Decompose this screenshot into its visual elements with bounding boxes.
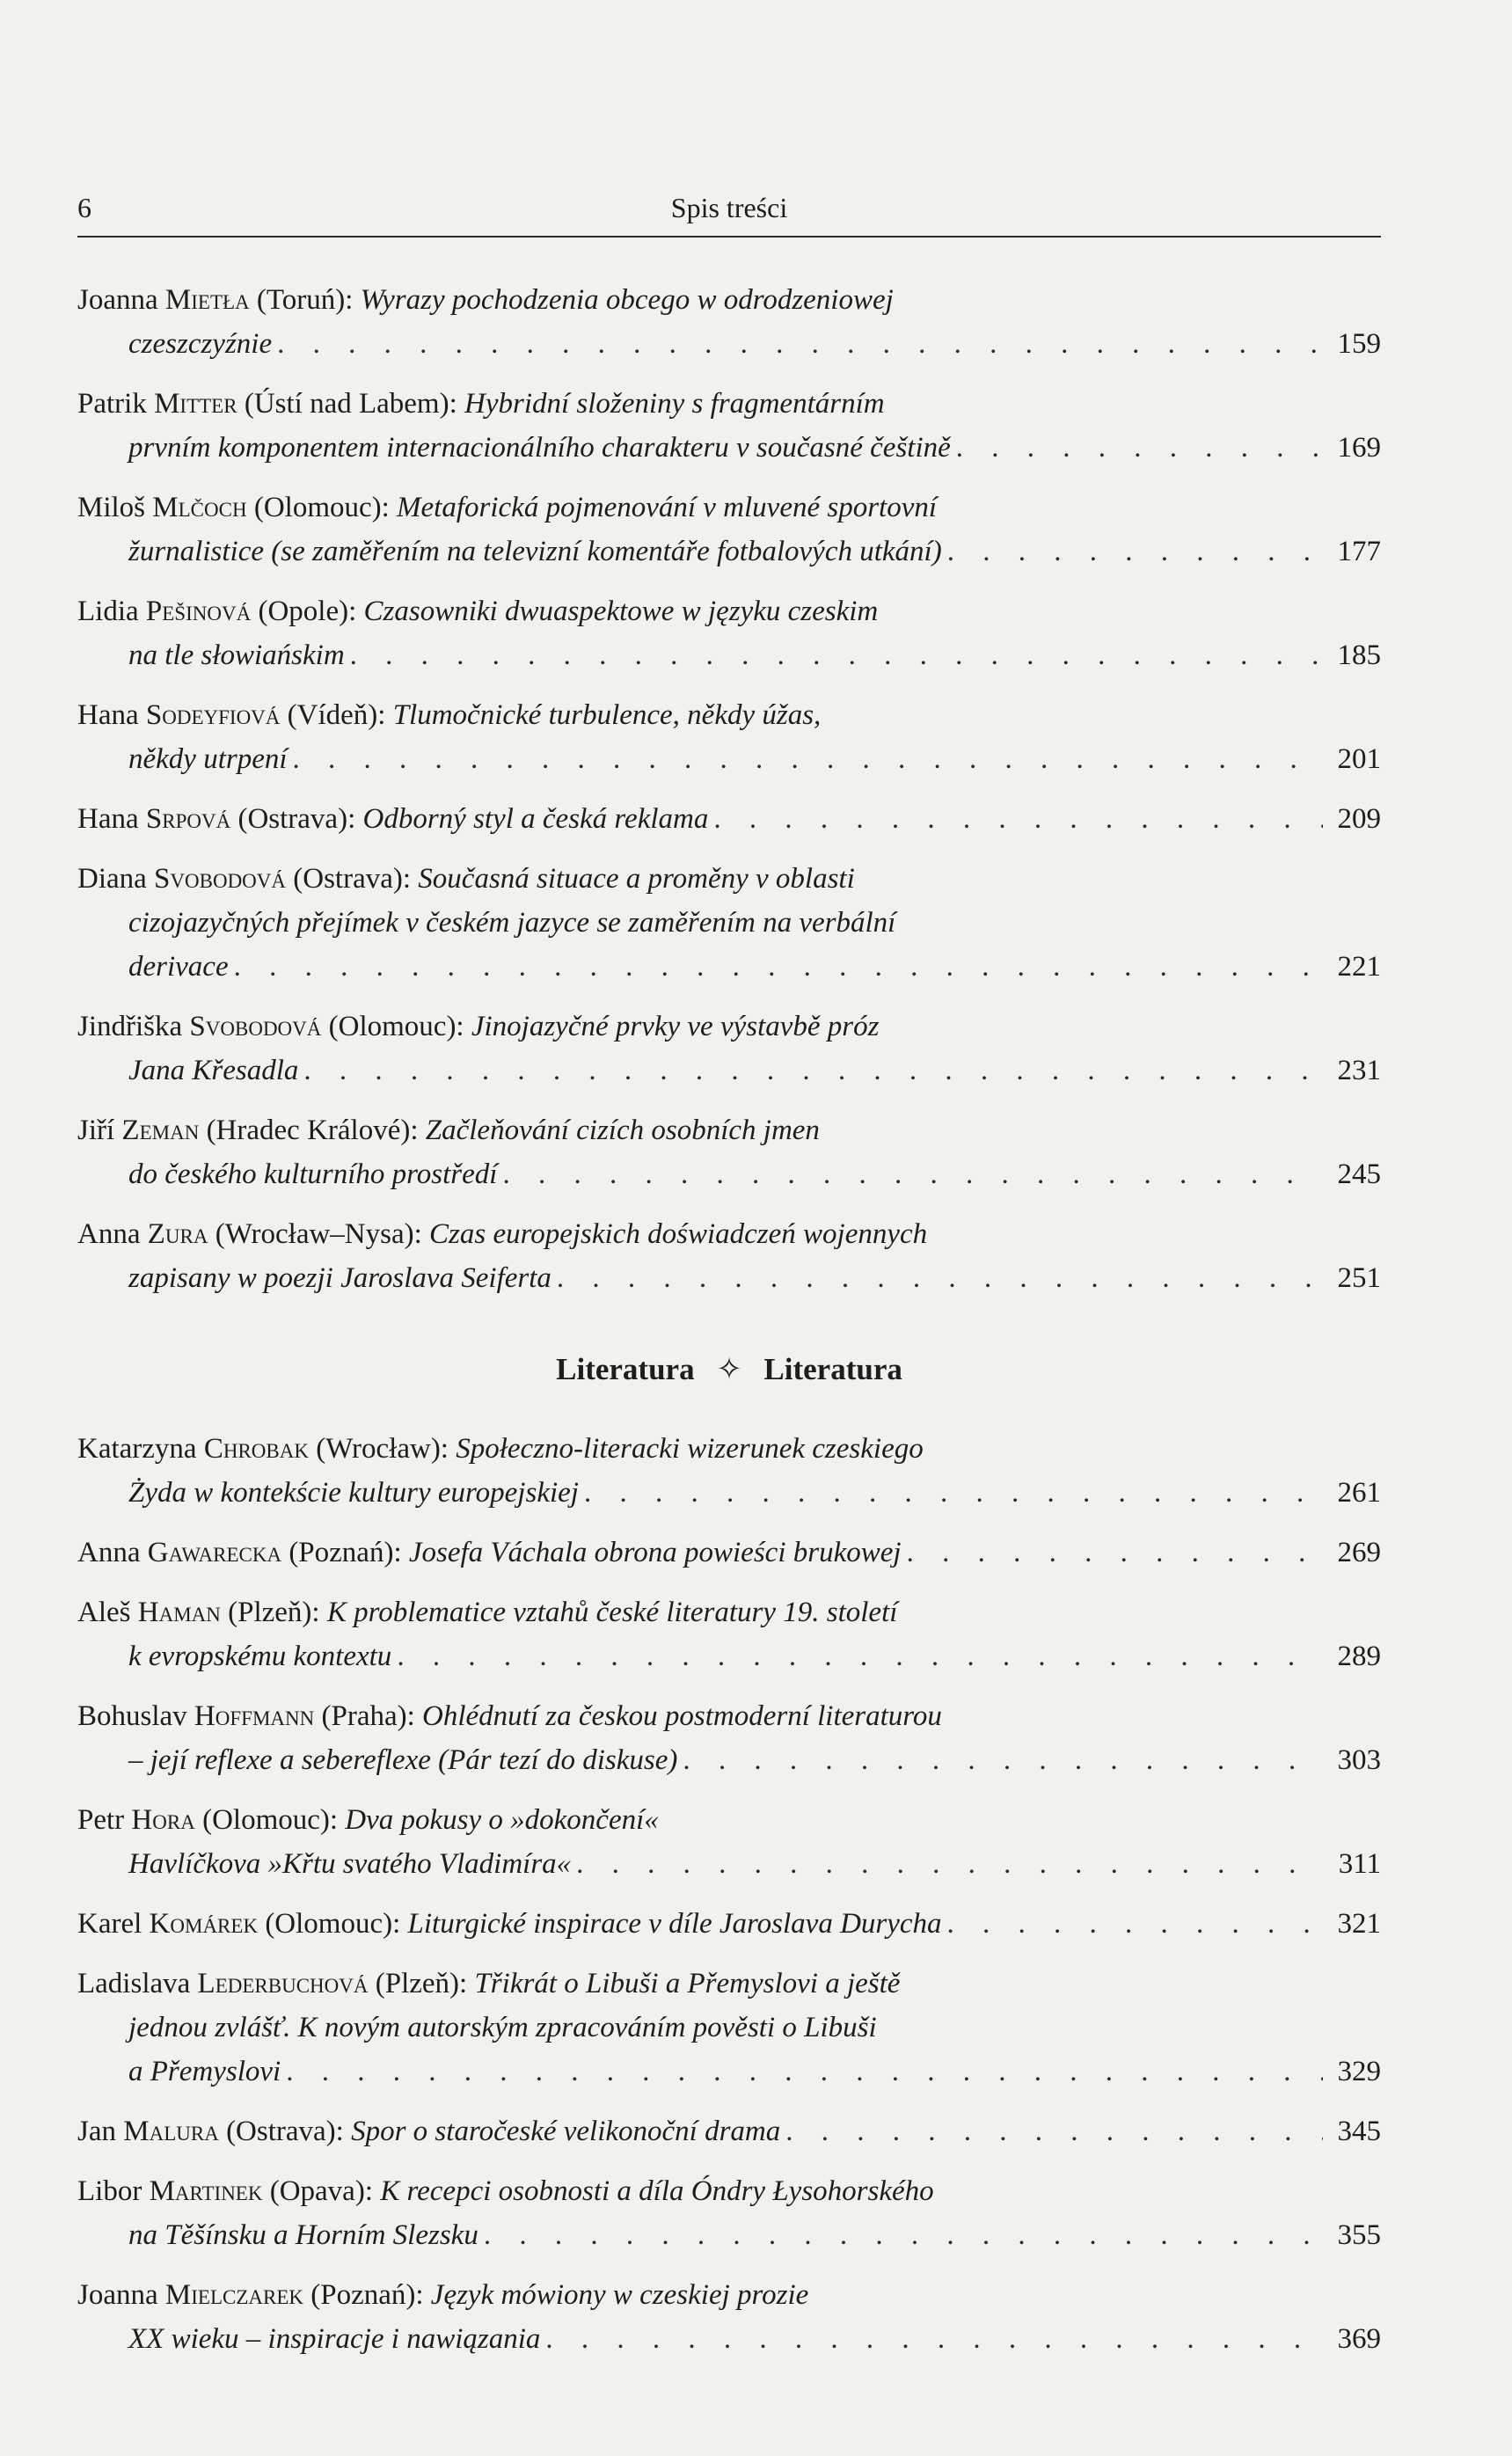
dot-leader [785, 2109, 1323, 2153]
toc-entry-line [77, 589, 1381, 633]
dot-leader [484, 2213, 1323, 2257]
dot-leader [584, 1471, 1323, 1515]
toc-entry-text [128, 945, 229, 989]
article-title: Czas europejskich doświadczeń wojennych [429, 1218, 928, 1250]
page-reference: 231 [1337, 1055, 1381, 1086]
article-title: prvním komponentem internacionálního charakteru v současné češtině [128, 432, 951, 464]
page-reference: 261 [1337, 1477, 1381, 1509]
author-place: (Poznań): [281, 1537, 409, 1568]
author-place: (Opava): [262, 2175, 381, 2207]
page-reference: 159 [1337, 328, 1381, 360]
toc-entry-line [77, 2317, 1381, 2361]
toc-entry-line [77, 2169, 1381, 2213]
toc-entry-line [77, 633, 1381, 677]
toc-entry-text [77, 1597, 897, 1628]
article-title: do českého kulturního prostředí [128, 1159, 498, 1190]
article-title: – její reflexe a sebereflexe (Pár tezí do diskuse) [128, 1744, 678, 1776]
article-title: Současná situace a proměny v oblasti [418, 863, 855, 895]
article-title: a Přemyslovi [128, 2056, 281, 2087]
toc-entry [77, 1962, 1381, 2094]
toc-entry-line [77, 797, 1381, 841]
toc-entry-line [77, 901, 1381, 945]
page-reference: 369 [1337, 2323, 1381, 2355]
article-title: na tle słowiańskim [128, 640, 345, 671]
page-reference: 269 [1337, 1537, 1381, 1568]
article-title: Wyrazy pochodzenia obcego w odrodzeniowej [360, 284, 894, 316]
toc-entry-text [77, 388, 885, 420]
toc-entry [77, 1108, 1381, 1196]
toc-entry-line [77, 1842, 1381, 1886]
article-title: Hybridní složeniny s fragmentárním [464, 388, 885, 420]
dot-leader [293, 737, 1323, 781]
toc-entry-line [77, 2050, 1381, 2094]
toc-entry [77, 486, 1381, 574]
article-title: Jana Křesadla [128, 1055, 299, 1086]
toc-entry-text [77, 1902, 942, 1946]
article-title: Metaforická pojmenování v mluvené sportovní [397, 492, 938, 523]
dot-leader [545, 2317, 1323, 2361]
toc-entry-line [77, 278, 1381, 322]
toc-entry-text [77, 1700, 942, 1732]
toc-entry [77, 2109, 1381, 2153]
toc-entry-line [77, 426, 1381, 470]
toc-entry-line [77, 945, 1381, 989]
page-reference: 169 [1337, 432, 1381, 464]
toc-entry [77, 1694, 1381, 1782]
toc-entry-text [77, 1433, 924, 1465]
author-place: (Ústí nad Labem): [237, 388, 465, 420]
page-reference: 329 [1337, 2056, 1381, 2087]
author-surname: Zura [147, 1218, 208, 1250]
article-title: K recepci osobnosti a díla Óndry Łysohorského [380, 2175, 934, 2207]
toc-entry-line [77, 1694, 1381, 1738]
author-first-name: Anna [77, 1537, 148, 1568]
article-title: Liturgické inspirace v díle Jaroslava Durycha [407, 1908, 942, 1940]
author-place: (Olomouc): [258, 1908, 408, 1940]
page-reference: 251 [1337, 1262, 1381, 1294]
article-title: Začleňování cizích osobních jmen [425, 1115, 820, 1146]
toc-entry-text [77, 1804, 659, 1836]
author-surname: Hora [131, 1804, 195, 1836]
dot-leader [502, 1152, 1323, 1196]
article-title: k evropskému kontextu [128, 1641, 392, 1672]
author-first-name: Karel [77, 1908, 150, 1940]
page-reference: 345 [1337, 2116, 1381, 2147]
author-first-name: Lidia [77, 596, 146, 627]
article-title: cizojazyčných přejímek v českém jazyce se zaměřením na verbální [128, 907, 896, 939]
section-heading-left: Literatura [556, 1352, 695, 1386]
author-place: (Wrocław–Nysa): [208, 1218, 430, 1250]
author-surname: Sodeyfiová [145, 699, 281, 731]
author-place: (Praha): [314, 1700, 423, 1732]
toc-entry [77, 1590, 1381, 1678]
toc-entry [77, 1902, 1381, 1946]
author-surname: Pešinová [145, 596, 252, 627]
author-first-name: Bohuslav [77, 1700, 194, 1732]
page-reference: 201 [1337, 743, 1381, 775]
author-first-name: Aleš [77, 1597, 138, 1628]
toc-entry-text [77, 1531, 902, 1575]
toc-entry-line [77, 1212, 1381, 1256]
toc-entry-text [77, 492, 937, 523]
toc-entry-line [77, 1005, 1381, 1049]
toc-entry-line [77, 1049, 1381, 1093]
article-title: Dva pokusy o »dokončení« [345, 1804, 659, 1836]
author-surname: Svobodová [154, 863, 287, 895]
author-first-name: Joanna [77, 2279, 165, 2311]
author-first-name: Hana [77, 699, 146, 731]
article-title: derivace [128, 951, 229, 983]
author-place: (Ostrava): [286, 863, 419, 895]
toc-entry-text [77, 2109, 780, 2153]
dot-leader [350, 633, 1323, 677]
author-place: (Plzeň): [368, 1968, 475, 1999]
toc-entry-text [128, 1256, 551, 1300]
article-title: Język mówiony w czeskiej prozie [430, 2279, 809, 2311]
author-surname: Gawarecka [147, 1537, 282, 1568]
toc-entry [77, 1427, 1381, 1515]
toc-entry-text [128, 1049, 298, 1093]
author-surname: Komárek [149, 1908, 259, 1940]
toc-entry-text [128, 2213, 478, 2257]
page-reference: 185 [1337, 640, 1381, 671]
toc-entry-line [77, 1152, 1381, 1196]
article-title: žurnalistice (se zaměřením na televizní komentáře fotbalových utkání) [128, 536, 942, 567]
author-place: (Opole): [251, 596, 364, 627]
article-title: czeszczyźnie [128, 328, 273, 360]
author-surname: Mielczarek [164, 2279, 303, 2311]
toc-entry [77, 589, 1381, 677]
dot-leader [557, 1256, 1323, 1300]
toc-entry [77, 2273, 1381, 2361]
toc-entry-text [128, 2050, 281, 2094]
toc-entry-line [77, 1738, 1381, 1782]
dot-leader [683, 1738, 1323, 1782]
page-reference: 209 [1337, 803, 1381, 835]
toc-entry-text [77, 2175, 934, 2207]
page-reference: 355 [1337, 2219, 1381, 2251]
toc-entry-text [128, 1738, 677, 1782]
toc-entry-line [77, 2109, 1381, 2153]
article-title: jednou zvlášť. K novým autorským zpracováním pověsti o Libuši [128, 2012, 877, 2043]
toc-entry-text [128, 907, 895, 939]
author-place: (Vídeň): [280, 699, 393, 731]
toc-entry-text [128, 1842, 571, 1886]
article-title: na Těšínsku a Horním Slezsku [128, 2219, 478, 2251]
toc-entry-text [128, 2317, 540, 2361]
page-reference: 245 [1337, 1159, 1381, 1190]
article-title: K problematice vztahů české literatury 19. století [326, 1597, 898, 1628]
toc-entry-text [128, 530, 942, 574]
toc-group-literature [77, 1427, 1381, 2361]
toc-entry-text [128, 1152, 497, 1196]
author-place: (Ostrava): [230, 803, 363, 835]
toc-entry-line [77, 322, 1381, 366]
author-surname: Mitter [154, 388, 237, 420]
author-first-name: Miloš [77, 492, 153, 523]
toc-entry [77, 797, 1381, 841]
toc-entry-line [77, 857, 1381, 901]
toc-group-linguistics [77, 278, 1381, 1300]
toc-entry [77, 1212, 1381, 1300]
toc-entry [77, 2169, 1381, 2257]
toc-entry-text [77, 284, 894, 316]
article-title: někdy utrpení [128, 743, 288, 775]
toc-entry-text [128, 633, 345, 677]
toc-entry-text [128, 426, 951, 470]
author-place: (Olomouc): [194, 1804, 346, 1836]
author-surname: Mietła [164, 284, 250, 316]
article-title: Społeczno-literacki wizerunek czeskiego [456, 1433, 924, 1465]
author-place: (Olomouc): [246, 492, 398, 523]
toc-entry-line [77, 1590, 1381, 1634]
article-title: Třikrát o Libuši a Přemyslovi a ještě [474, 1968, 901, 1999]
author-place: (Wrocław): [308, 1433, 457, 1465]
running-title: Spis treści [670, 192, 788, 223]
page-header [77, 192, 1381, 238]
author-surname: Chrobak [203, 1433, 309, 1465]
toc-entry-line [77, 1798, 1381, 1842]
toc-entry-text [77, 1968, 900, 1999]
author-surname: Lederbuchová [197, 1968, 369, 1999]
dot-leader [277, 322, 1323, 366]
author-surname: Malura [123, 2116, 219, 2147]
author-first-name: Patrik [77, 388, 155, 420]
toc-entry [77, 1798, 1381, 1886]
toc-entry-line [77, 1108, 1381, 1152]
article-title: Tlumočnické turbulence, někdy úžas, [392, 699, 822, 731]
toc-entry-line [77, 693, 1381, 737]
toc-entry-line [77, 1962, 1381, 2006]
dot-leader [947, 530, 1323, 574]
author-surname: Zeman [121, 1115, 200, 1146]
toc-entry-text [77, 1218, 927, 1250]
toc-entry-text [77, 699, 821, 731]
toc-entry [77, 1531, 1381, 1575]
toc-entry-line [77, 1902, 1381, 1946]
section-heading-right: Literatura [763, 1352, 902, 1386]
toc-entry-line [77, 1427, 1381, 1471]
article-title: Jinojazyčné prvky ve výstavbě próz [471, 1011, 880, 1042]
toc-entry-line [77, 2006, 1381, 2050]
table-of-contents [77, 278, 1381, 2377]
article-title: Żyda w kontekście kultury europejskiej [128, 1477, 579, 1509]
author-place: (Olomouc): [321, 1011, 471, 1042]
author-first-name: Joanna [77, 284, 165, 316]
author-first-name: Katarzyna [77, 1433, 204, 1465]
dot-leader [303, 1049, 1323, 1093]
dot-leader [713, 797, 1323, 841]
article-title: Havlíčkova »Křtu svatého Vladimíra« [128, 1848, 572, 1880]
author-first-name: Libor [77, 2175, 150, 2207]
article-title: Czasowniki dwuaspektowe w języku czeskim [363, 596, 879, 627]
toc-entry-text [128, 737, 288, 781]
toc-entry-text [128, 2012, 877, 2043]
article-title: XX wieku – inspiracje i nawiązania [128, 2323, 541, 2355]
dot-leader [286, 2050, 1323, 2094]
toc-entry-text [77, 797, 708, 841]
toc-entry-line [77, 486, 1381, 530]
author-surname: Hoffmann [194, 1700, 315, 1732]
page-reference: 303 [1337, 1744, 1381, 1776]
author-first-name: Ladislava [77, 1968, 198, 1999]
author-surname: Martinek [149, 2175, 263, 2207]
page-reference: 311 [1338, 1848, 1381, 1880]
page-number: 6 [77, 192, 91, 223]
page-reference: 177 [1337, 536, 1381, 567]
author-first-name: Hana [77, 803, 146, 835]
toc-entry-line [77, 382, 1381, 426]
author-place: (Ostrava): [218, 2116, 352, 2147]
toc-entry-line [77, 1531, 1381, 1575]
author-first-name: Jan [77, 2116, 124, 2147]
toc-entry [77, 857, 1381, 989]
article-title: Spor o staročeské velikonoční drama [351, 2116, 781, 2147]
page-reference: 221 [1337, 951, 1381, 983]
toc-entry-text [77, 1011, 880, 1042]
toc-entry-text [77, 1115, 820, 1146]
author-surname: Mlčoch [152, 492, 247, 523]
author-surname: Svobodová [189, 1011, 322, 1042]
toc-entry-line [77, 2213, 1381, 2257]
toc-entry-line [77, 1256, 1381, 1300]
toc-entry [77, 1005, 1381, 1093]
toc-entry-text [77, 863, 855, 895]
author-first-name: Anna [77, 1218, 148, 1250]
article-title: Odborný styl a česká reklama [362, 803, 709, 835]
toc-entry-text [128, 1471, 579, 1515]
article-title: Josefa Váchala obrona powieści brukowej [408, 1537, 902, 1568]
toc-entry-line [77, 1471, 1381, 1515]
page-reference: 289 [1337, 1641, 1381, 1672]
diamond-separator-icon: ✧ [716, 1352, 742, 1386]
author-first-name: Jindřiška [77, 1011, 190, 1042]
toc-entry-text [77, 596, 878, 627]
toc-entry-line [77, 530, 1381, 574]
author-place: (Hradec Králové): [199, 1115, 426, 1146]
dot-leader [234, 945, 1323, 989]
article-title: zapisany w poezji Jaroslava Seiferta [128, 1262, 551, 1294]
toc-entry-text [128, 1634, 391, 1678]
author-first-name: Petr [77, 1804, 132, 1836]
section-heading [77, 1348, 1381, 1392]
toc-entry-text [128, 322, 272, 366]
author-place: (Poznań): [303, 2279, 431, 2311]
toc-entry [77, 382, 1381, 470]
dot-leader [947, 1902, 1323, 1946]
author-first-name: Diana [77, 863, 155, 895]
toc-entry-line [77, 1634, 1381, 1678]
author-surname: Haman [137, 1597, 221, 1628]
dot-leader [397, 1634, 1323, 1678]
toc-entry-line [77, 2273, 1381, 2317]
dot-leader [907, 1531, 1323, 1575]
dot-leader [576, 1842, 1323, 1886]
author-place: (Plzeň): [220, 1597, 327, 1628]
toc-entry [77, 278, 1381, 366]
toc-entry-text [77, 2279, 808, 2311]
page-reference: 321 [1337, 1908, 1381, 1940]
toc-entry [77, 693, 1381, 781]
author-first-name: Jiří [77, 1115, 122, 1146]
article-title: Ohlédnutí za českou postmoderní literaturou [422, 1700, 942, 1732]
toc-entry-line [77, 737, 1381, 781]
dot-leader [956, 426, 1323, 470]
author-place: (Toruń): [249, 284, 361, 316]
author-surname: Srpová [145, 803, 231, 835]
